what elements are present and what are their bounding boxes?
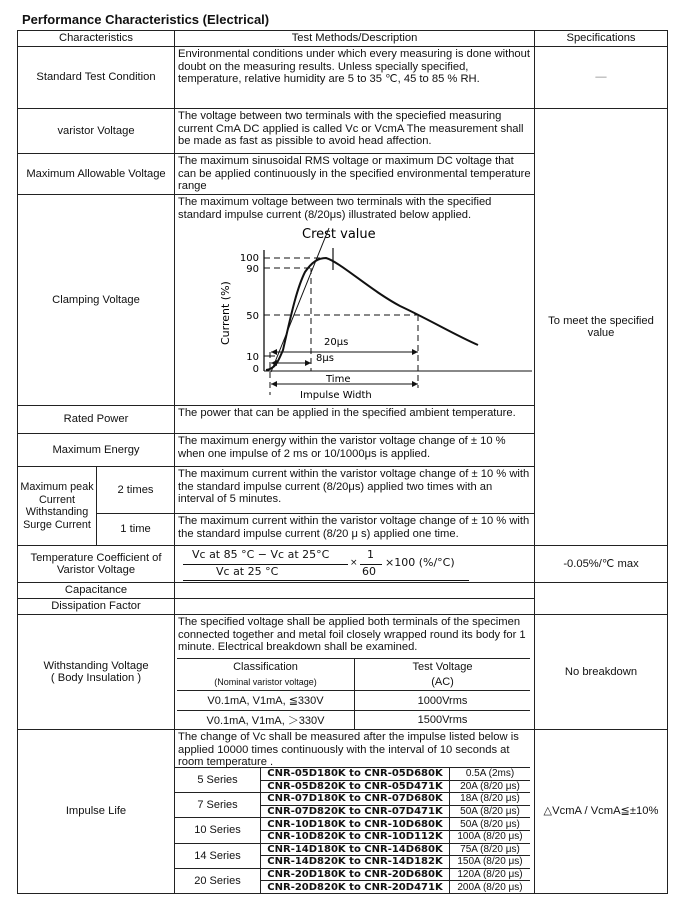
series-current: 50A (8/20 μs) <box>449 817 530 830</box>
row-temp-coeff-formula <box>174 545 535 583</box>
series-name: 20 Series <box>175 868 260 893</box>
series-name: 7 Series <box>175 792 260 817</box>
col-test-voltage-sub: (AC) <box>431 675 454 688</box>
row-max-energy-name: Maximum Energy <box>17 433 175 467</box>
header-specifications: Specifications <box>534 30 668 47</box>
waveform-curve <box>266 258 478 370</box>
tick-50: 50 <box>246 311 259 322</box>
series-range: CNR-20D180K to CNR-20D680K <box>260 868 449 881</box>
shared-spec: To meet the specified value <box>534 108 668 546</box>
col-classification-sub: (Nominal varistor voltage) <box>214 676 317 687</box>
row-dissipation-name: Dissipation Factor <box>17 598 175 615</box>
row-temp-coeff-name: Temperature Coefficient of Varistor Voltage <box>17 545 175 583</box>
row-impulse-spec: △VcmA / VcmA≦±10% <box>534 729 668 894</box>
series-current: 120A (8/20 μs) <box>449 868 530 881</box>
series-range: CNR-07D180K to CNR-07D680K <box>260 792 449 805</box>
impulse-waveform-diagram <box>174 194 534 405</box>
series-name: 14 Series <box>175 843 260 868</box>
series-range: CNR-05D180K to CNR-05D680K <box>260 767 449 780</box>
row-impulse-name: Impulse Life <box>17 729 175 894</box>
series-current: 0.5A (2ms) <box>449 767 530 780</box>
series-current: 75A (8/20 μs) <box>449 843 530 856</box>
row-withstanding-spec: No breakdown <box>534 614 668 730</box>
label-impulse-width: Impulse Width <box>300 390 372 401</box>
series-current: 100A (8/20 μs) <box>449 830 530 843</box>
label-20us: 20μs <box>324 337 349 348</box>
front-line <box>271 228 329 372</box>
tick-0: 0 <box>252 364 259 375</box>
label-8us: 8μs <box>316 353 334 364</box>
label-time: Time <box>326 374 351 385</box>
row-peak-current-name: Maximum peak Current Withstanding Surge Current <box>17 466 97 546</box>
fraction-num: 1 <box>367 548 374 561</box>
clamping-desc-text: The maximum voltage between two terminals with the specified standard impulse current (8/20μs) illustrated below applied. <box>178 196 492 221</box>
withstanding-row-2-voltage: 1500Vrms <box>354 710 530 729</box>
row-peak-1time-label: 1 time <box>96 513 175 546</box>
impulse-series-table <box>175 767 530 893</box>
row-clamping-name: Clamping Voltage <box>17 194 175 406</box>
row-max-energy-desc: The maximum energy within the varistor voltage change of ± 10 % when one impulse of 2 ms or 10/1000μs is applied. <box>174 433 535 467</box>
row-standard-name: Standard Test Condition <box>17 46 175 109</box>
row-dissipation-desc <box>174 598 535 615</box>
series-range: CNR-20D820K to CNR-20D471K <box>260 880 449 893</box>
row-temp-coeff-spec: -0.05%/℃ max <box>534 545 668 583</box>
crest-label: Crest value <box>302 227 376 242</box>
formula-denominator: Vc at 25 °C <box>216 565 279 578</box>
row-standard-desc: Environmental conditions under which every measuring is done without doubt on the measuring results. Unless specially specified, temperature, relative humidity are 5 to 35 ℃, 45 to 85 % RH. <box>174 46 535 109</box>
series-range: CNR-14D820K to CNR-14D182K <box>260 855 449 868</box>
series-current: 20A (8/20 μs) <box>449 780 530 793</box>
series-current: 150A (8/20 μs) <box>449 855 530 868</box>
row-peak-2times-label: 2 times <box>96 466 175 514</box>
header-characteristics: Characteristics <box>17 30 175 47</box>
tick-10: 10 <box>246 352 259 363</box>
series-current: 200A (8/20 μs) <box>449 880 530 893</box>
formula-tail: ×100 (%/°C) <box>385 556 455 569</box>
row-capacitance-desc <box>174 582 535 599</box>
fraction-den: 60 <box>362 565 376 578</box>
row-standard-spec: — <box>534 46 668 109</box>
col-test-voltage: Test Voltage <box>412 660 473 673</box>
row-peak-1time-desc: The maximum current within the varistor voltage change of ± 10 % with the standard impulse current (8/20 μ s) applied one time. <box>174 513 535 546</box>
series-range: CNR-07D820K to CNR-07D471K <box>260 805 449 818</box>
series-range: CNR-10D180K to CNR-10D680K <box>260 817 449 830</box>
series-name: 10 Series <box>175 817 260 842</box>
formula-numerator: Vc at 85 °C − Vc at 25°C <box>192 548 330 561</box>
withstanding-row-1-voltage: 1000Vrms <box>354 690 530 710</box>
row-cap-diss-spec <box>534 582 668 615</box>
row-max-allowable-name: Maximum Allowable Voltage <box>17 153 175 195</box>
row-varistor-name: varistor Voltage <box>17 108 175 154</box>
row-rated-power-desc: The power that can be applied in the specified ambient temperature. <box>174 405 535 434</box>
tick-100: 100 <box>239 253 259 264</box>
row-withstanding-name: Withstanding Voltage ( Body Insulation ) <box>17 614 175 730</box>
formula-multiply: × <box>350 558 358 568</box>
series-range: CNR-05D820K to CNR-05D471K <box>260 780 449 793</box>
row-rated-power-name: Rated Power <box>17 405 175 434</box>
withstanding-desc-text: The specified voltage shall be applied both terminals of the specimen connected together and metal foil closely wrapped round its body for 1 minute. Electrical breakdown shall be examined. <box>178 616 526 653</box>
withstanding-row-1-class: V0.1mA, V1mA, ≦330V <box>177 690 354 710</box>
y-axis-label: Current (%) <box>219 281 232 345</box>
row-max-allowable-desc: The maximum sinusoidal RMS voltage or maximum DC voltage that can be applied continuously in the specified environmental temperature range <box>174 153 535 195</box>
series-current: 18A (8/20 μs) <box>449 792 530 805</box>
withstanding-row-2-class: V0.1mA, V1mA, ＞330V <box>177 710 354 729</box>
section-title: Performance Characteristics (Electrical) <box>22 12 270 27</box>
impulse-desc-text: The change of Vc shall be measured after the impulse listed below is applied 10000 times continuously with the interval of 10 seconds at room temperature . <box>178 731 519 768</box>
series-name: 5 Series <box>175 767 260 792</box>
header-test-methods: Test Methods/Description <box>174 30 535 47</box>
withstanding-subtable <box>175 658 530 729</box>
series-range: CNR-14D180K to CNR-14D680K <box>260 843 449 856</box>
row-capacitance-name: Capacitance <box>17 582 175 599</box>
row-varistor-desc: The voltage between two terminals with the speciefied measuring current CmA DC applied is called Vc or VcmA The measurement shall be made as fast as pissible to avoid head affection. <box>174 108 535 154</box>
col-classification: Classification <box>233 660 298 673</box>
tick-90: 90 <box>246 264 259 275</box>
series-current: 50A (8/20 μs) <box>449 805 530 818</box>
row-peak-2times-desc: The maximum current within the varistor voltage change of ± 10 % with the standard impulse current (8/20μs) applied two times with an interval of 5 minutes. <box>174 466 535 514</box>
series-range: CNR-10D820K to CNR-10D112K <box>260 830 449 843</box>
